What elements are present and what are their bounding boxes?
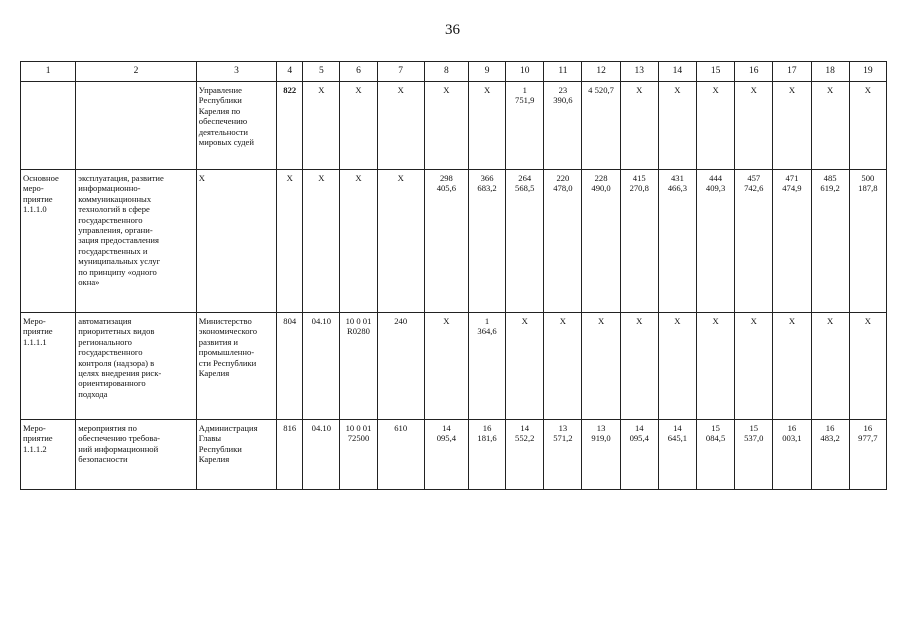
header-cell-9: 9 [468,62,505,82]
cell-line: окна» [78,277,100,288]
col-3-executor-cell [196,170,276,313]
cell-line: X [674,316,681,326]
col-7-vr-cell [377,420,424,490]
col-14-cell [658,313,696,420]
cell-line: X [318,173,325,183]
col-8-cell [424,170,468,313]
cell-line: приятие [23,326,53,337]
col-2-description-cell [76,313,197,420]
col-19-cell [849,82,886,170]
col-3-executor-cell [196,420,276,490]
cell-line: X [397,85,404,95]
row-meropriyatie-1-1-1-2 [21,420,887,490]
cell-line: экономического [198,326,258,337]
col-16-cell [735,420,773,490]
col-19-cell [849,420,886,490]
cell-line: 816 [283,423,297,433]
col-3-executor-cell [196,82,276,170]
cell-line: безопасности [78,454,128,465]
col-8-cell [424,420,468,490]
cell-line: 977,7 [858,433,878,444]
cell-line: 478,0 [553,183,573,194]
cell-line: 04.10 [311,316,332,326]
cell-line: X [750,85,757,95]
cell-line: 15 [749,423,759,433]
col-10-cell [506,170,544,313]
cell-line: 4 520,7 [588,85,614,95]
cell-line: X [443,85,450,95]
cell-line: X [318,85,325,95]
cell-line: X [397,173,404,183]
cell-line: Карелия [198,454,230,465]
cell-line: 264 [518,173,532,183]
col-15-cell [697,420,735,490]
cell-line: Республики [198,95,242,106]
cell-line: X [286,173,293,183]
cell-line: государственного [78,347,143,358]
col-4-grbs-cell [277,82,303,170]
cell-line: 1 [522,85,527,95]
col-9-cell [468,170,505,313]
cell-line: X [864,316,871,326]
col-5-rzpr-cell [303,170,340,313]
cell-line: X [355,173,362,183]
col-12-cell [582,170,620,313]
cell-line: развития и [198,336,239,347]
col-16-cell [735,313,773,420]
col-16-cell [735,82,773,170]
col-11-cell [544,420,582,490]
cell-line: 568,5 [515,183,535,194]
cell-line: приятие [23,433,53,444]
col-18-cell [811,82,849,170]
col-5-rzpr-cell [303,313,340,420]
cell-line: 552,2 [515,433,535,444]
cell-line: обеспечению требова- [78,433,161,444]
col-10-cell [506,82,544,170]
row-osnovnoe-meropriyatie-1-1-1-0 [21,170,887,313]
cell-line: 751,9 [515,95,535,106]
cell-line: 270,8 [629,183,649,194]
cell-line: 405,6 [436,183,457,194]
cell-line: зация предоставления [78,235,159,246]
cell-line: 15 [711,423,720,433]
col-17-cell [773,170,811,313]
col-4-grbs-cell [277,313,303,420]
cell-line: 14 [442,423,451,433]
col-13-cell [620,82,658,170]
cell-line: контроля (надзора) в [78,357,155,368]
col-1-name-cell [21,420,76,490]
cell-line: 415 [632,173,646,183]
cell-line: 1 [484,316,490,326]
cell-line: 228 [594,173,608,183]
cell-line: 181,6 [477,433,497,444]
cell-line: 240 [394,316,408,326]
col-13-cell [620,170,658,313]
cell-line: управления, органи- [78,225,153,236]
col-12-cell [582,420,620,490]
col-14-cell [658,170,696,313]
cell-line: Главы [198,433,222,444]
cell-line: Меро- [23,423,46,433]
header-cell-2: 2 [76,62,197,82]
cell-line: 16 [863,423,873,433]
col-7-vr-cell [377,170,424,313]
cell-line: 220 [556,173,570,183]
cell-line: 483,2 [820,433,840,444]
cell-line: эксплуатация, развитие [78,173,164,183]
col-9-cell [468,313,505,420]
budget-table [20,61,887,490]
col-17-cell [773,82,811,170]
col-6-csr-cell [340,170,377,313]
cell-line: 474,9 [782,183,802,194]
header-cell-18: 18 [811,62,849,82]
header-cell-19: 19 [849,62,886,82]
cell-line: 13 [558,423,568,433]
cell-line: 444 [709,173,723,183]
col-11-cell [544,82,582,170]
cell-line: X [864,85,871,95]
cell-line: технологий в сфере [78,204,150,215]
col-16-cell [735,170,773,313]
cell-line: 1.1.1.2 [23,443,47,454]
cell-line: 10 0 01 [345,423,372,433]
header-cell-7: 7 [377,62,424,82]
cell-line: Администрация [198,423,258,433]
cell-line: X [559,316,566,326]
cell-line: X [788,85,796,95]
cell-line: Республики [198,443,242,454]
cell-line: X [636,85,643,95]
cell-line: ориентированного [78,378,146,389]
cell-line: X [712,316,719,326]
col-15-cell [697,82,735,170]
page-number: 36 [445,22,460,38]
cell-line: 003,1 [782,433,802,444]
col-6-csr-cell [340,82,377,170]
header-cell-16: 16 [735,62,773,82]
col-3-executor-cell [196,313,276,420]
col-2-description-cell [76,420,197,490]
cell-line: 919,0 [591,433,611,444]
cell-line: 1.1.1.0 [23,204,47,215]
cell-line: 72500 [347,433,370,444]
col-5-rzpr-cell [303,82,340,170]
cell-line: ний информационной [78,443,159,454]
cell-line: 14 [673,423,682,433]
cell-line: 431 [670,173,684,183]
cell-line: Основное [23,173,59,183]
cell-line: X [712,85,719,95]
cell-line: 366 [480,173,494,183]
col-2-description-cell [76,170,197,313]
col-13-cell [620,420,658,490]
header-cell-17: 17 [773,62,811,82]
col-8-cell [424,82,468,170]
col-10-cell [506,420,544,490]
cell-line: 571,2 [553,433,573,444]
header-row [21,62,887,82]
cell-line: Министерство [198,316,252,326]
cell-line: приоритетных видов [78,326,155,337]
col-7-vr-cell [377,82,424,170]
cell-line: 084,5 [705,433,726,444]
col-11-cell [544,170,582,313]
cell-line: 095,4 [436,433,457,444]
header-cell-1: 1 [21,62,76,82]
cell-line: 298 [439,173,453,183]
col-10-cell [506,313,544,420]
cell-line: 16 [825,423,835,433]
col-6-csr-cell [340,313,377,420]
cell-line: 485 [823,173,837,183]
cell-line: 16 [482,423,492,433]
cell-line: X [597,316,605,326]
cell-line: Меро- [23,316,46,326]
cell-line: 490,0 [591,183,611,194]
col-1-name-cell [21,313,76,420]
cell-line: X [443,316,450,326]
col-8-cell [424,313,468,420]
cell-line: 742,6 [744,183,764,194]
cell-line: 16 [787,423,797,433]
col-18-cell [811,420,849,490]
col-19-cell [849,170,886,313]
col-14-cell [658,420,696,490]
header-cell-8: 8 [424,62,468,82]
cell-line: Управление [198,85,242,95]
cell-line: X [198,173,206,183]
cell-line: 095,4 [629,433,649,444]
col-1-name-cell [21,170,76,313]
cell-line: информационно- [78,183,141,194]
cell-line: 466,3 [667,183,688,194]
cell-line: подхода [78,388,108,399]
cell-line: 804 [283,316,297,326]
cell-line: 187,8 [858,183,878,194]
cell-line: Карелия [198,368,230,379]
col-18-cell [811,313,849,420]
col-9-cell [468,82,505,170]
cell-line: X [521,316,528,326]
cell-line: государственного [78,214,143,225]
col-12-cell [582,82,620,170]
cell-line: 10 0 01 [345,316,372,326]
col-14-cell [658,82,696,170]
cell-line: X [788,316,796,326]
cell-line: 364,6 [477,326,497,337]
cell-line: 619,2 [820,183,840,194]
header-cell-5: 5 [303,62,340,82]
cell-line: 471 [785,173,799,183]
cell-line: коммуникационных [78,193,152,204]
header-cell-4: 4 [277,62,303,82]
col-9-cell [468,420,505,490]
col-6-csr-cell [340,420,377,490]
col-4-grbs-cell [277,170,303,313]
cell-line: 645,1 [667,433,688,444]
cell-line: сти Республики [198,357,257,368]
col-13-cell [620,313,658,420]
cell-line: по принципу «одного [78,266,157,277]
cell-line: 14 [634,423,644,433]
col-15-cell [697,313,735,420]
cell-line: X [355,85,362,95]
col-2-description-cell [76,82,197,170]
cell-line: X [750,316,757,326]
header-cell-15: 15 [697,62,735,82]
cell-line: 409,3 [705,183,726,194]
col-19-cell [849,313,886,420]
cell-line: мероприятия по [78,423,137,433]
cell-line: регионального [78,336,132,347]
cell-line: 457 [747,173,761,183]
cell-line: R0280 [347,326,370,337]
cell-line: приятие [23,193,53,204]
cell-line: автоматизация [78,316,132,326]
cell-line: промышленно- [198,347,255,358]
cell-line: 822 [283,85,297,95]
col-12-cell [582,313,620,420]
header-cell-14: 14 [658,62,696,82]
cell-line: 23 [558,85,568,95]
cell-line: мировых судей [198,137,254,148]
header-cell-13: 13 [620,62,658,82]
cell-line: 537,0 [744,433,764,444]
cell-line: 500 [861,173,875,183]
cell-line: 610 [394,423,408,433]
col-11-cell [544,313,582,420]
cell-line: деятельности [198,126,248,137]
header-cell-3: 3 [196,62,276,82]
col-15-cell [697,170,735,313]
header-cell-12: 12 [582,62,620,82]
cell-line: муниципальных услуг [78,256,161,267]
cell-line: обеспечению [198,116,248,127]
row-upravlenie-mirovyh-sudey [21,82,887,170]
col-18-cell [811,170,849,313]
col-17-cell [773,313,811,420]
cell-line: государственных и [78,245,148,256]
header-cell-6: 6 [340,62,377,82]
cell-line: 390,6 [553,95,573,106]
header-cell-10: 10 [506,62,544,82]
col-4-grbs-cell [277,420,303,490]
cell-line: целях внедрения риск- [78,368,162,379]
cell-line: X [636,316,643,326]
cell-line: 14 [520,423,530,433]
cell-line: X [674,85,681,95]
cell-line: Карелия по [198,105,241,116]
cell-line: X [826,316,834,326]
cell-line: X [483,85,491,95]
row-meropriyatie-1-1-1-1 [21,313,887,420]
cell-line: меро- [23,183,44,194]
cell-line: 683,2 [477,183,497,194]
col-17-cell [773,420,811,490]
col-5-rzpr-cell [303,420,340,490]
cell-line: 1.1.1.1 [23,336,47,347]
cell-line: X [826,85,834,95]
cell-line: 04.10 [311,423,332,433]
cell-line: 13 [596,423,606,433]
col-1-name-cell [21,82,76,170]
col-7-vr-cell [377,313,424,420]
header-cell-11: 11 [544,62,582,82]
